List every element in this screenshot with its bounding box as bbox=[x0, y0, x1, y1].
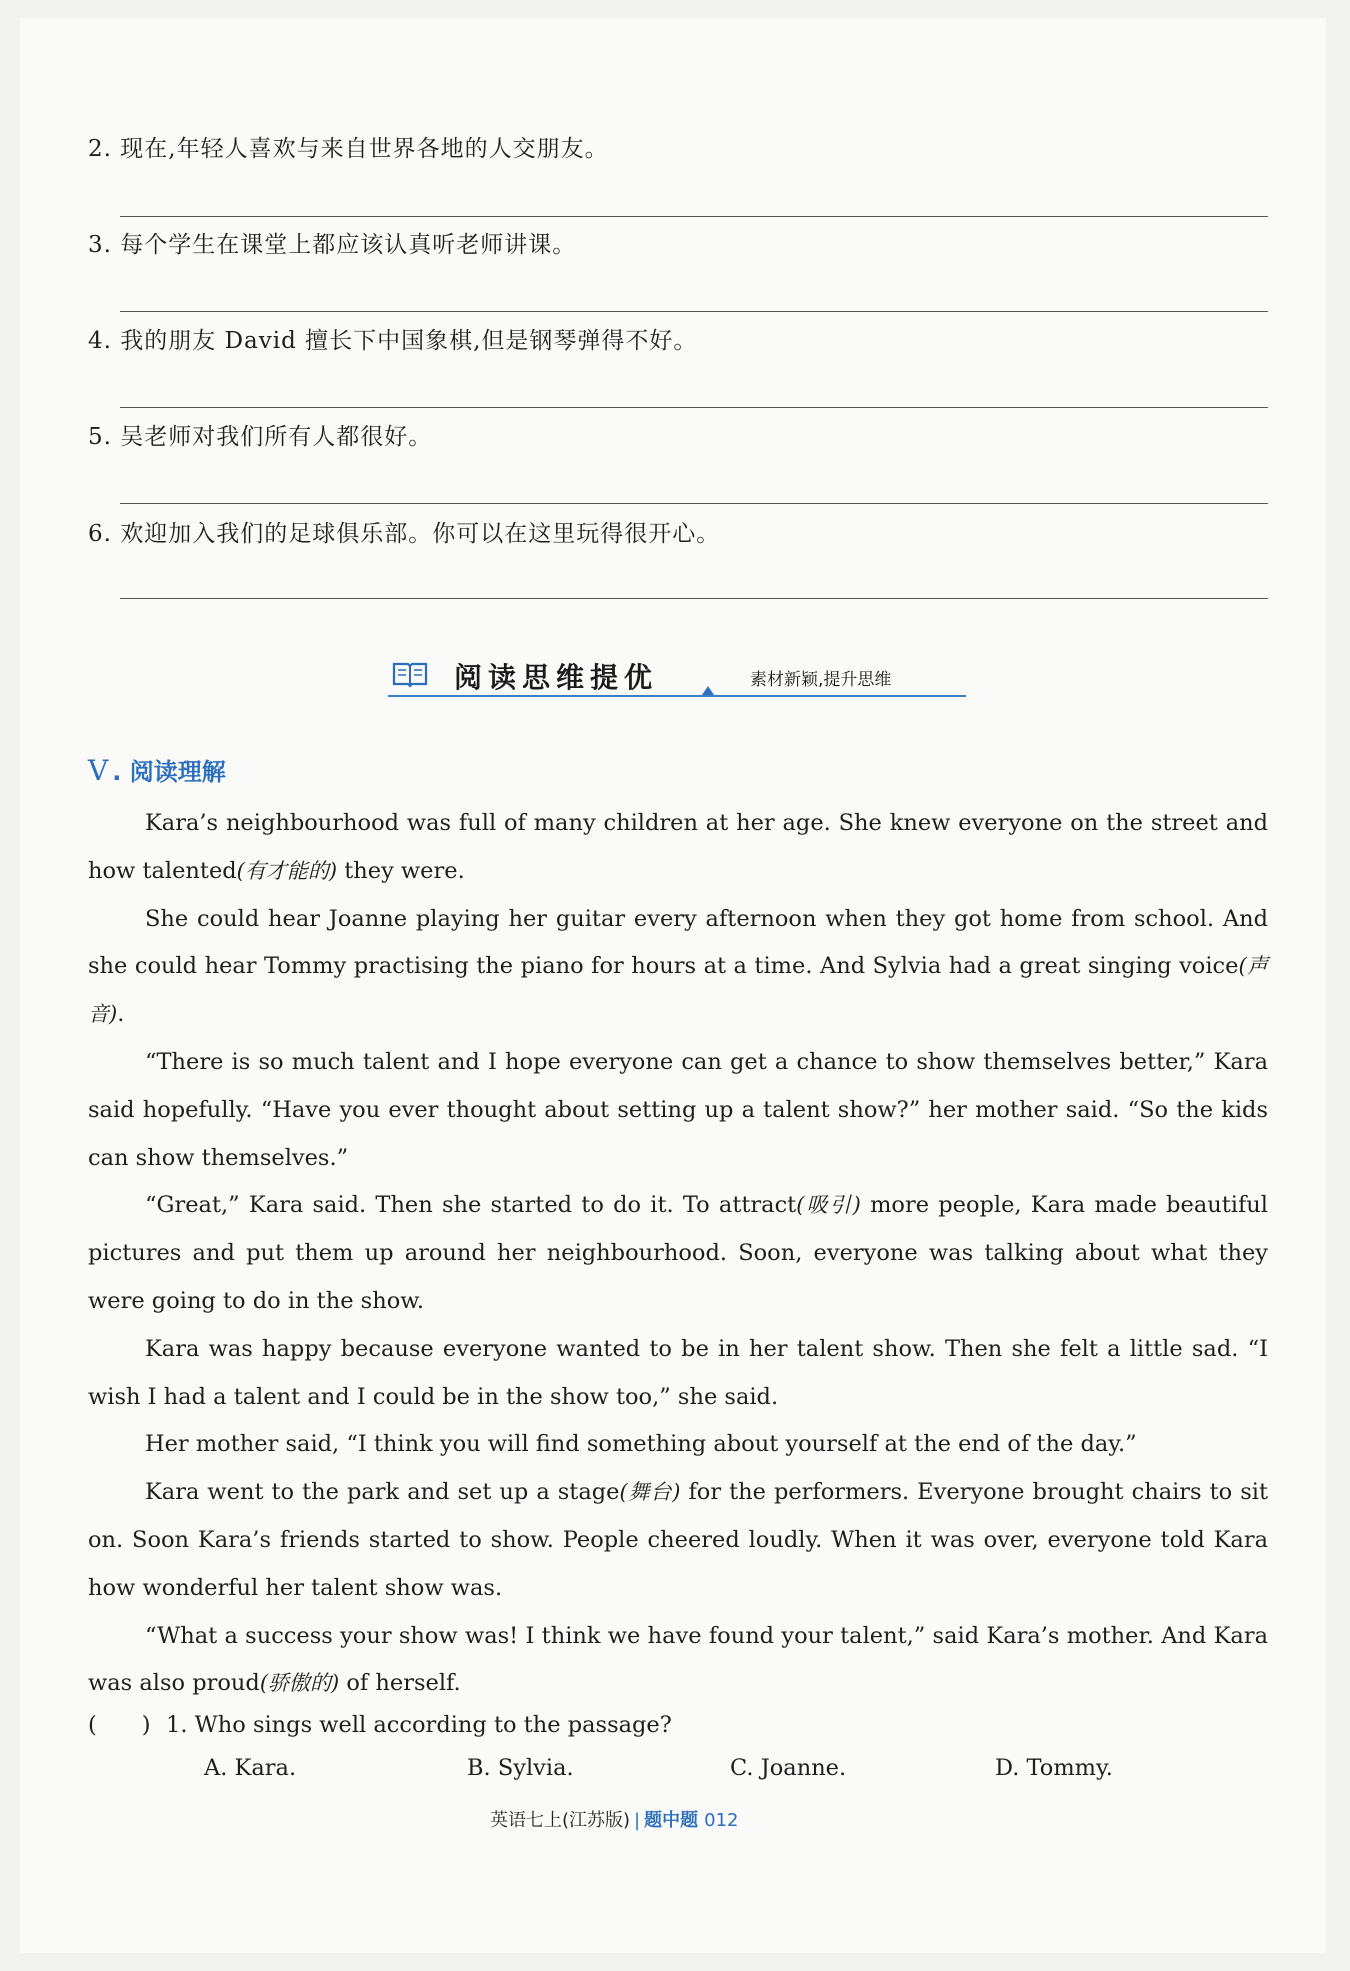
translation-item bbox=[88, 322, 697, 355]
passage-paragraph: “There is so much talent and I hope everyone can get a chance to show themselves better,” Kara said hopefully. “Have you ever thought about setting up a talent show?” her mother said. “So the kids can show themselves.” bbox=[88, 1048, 1268, 1171]
translation-item bbox=[88, 226, 576, 259]
answer-line[interactable] bbox=[120, 407, 1268, 408]
open-book-icon bbox=[392, 660, 428, 688]
section-roman-numeral: V bbox=[88, 754, 109, 787]
item-text: 每个学生在课堂上都应该认真听老师讲课。 bbox=[120, 232, 577, 258]
item-number: 6. bbox=[88, 521, 112, 547]
item-text: 欢迎加入我们的足球俱乐部。你可以在这里玩得很开心。 bbox=[120, 521, 721, 547]
item-number: 3. bbox=[88, 232, 112, 258]
series-brand: 题中题 bbox=[644, 1810, 699, 1831]
item-number: 2. bbox=[88, 136, 112, 162]
banner-underline bbox=[388, 695, 966, 697]
item-text: 我的朋友 David 擅长下中国象棋,但是钢琴弹得不好。 bbox=[120, 328, 698, 354]
answer-line[interactable] bbox=[120, 311, 1268, 312]
gloss: (舞台) bbox=[619, 1480, 681, 1505]
banner-title: 阅读思维提优 bbox=[454, 661, 659, 694]
passage-paragraph: “What a success your show was! I think we have found your talent,” said Kara’s mother. And Kara was also proud(骄傲的) of herself. bbox=[88, 1622, 1268, 1697]
section-title: 阅读理解 bbox=[129, 758, 226, 786]
banner-marker bbox=[702, 686, 714, 695]
item-text: 吴老师对我们所有人都很好。 bbox=[120, 424, 433, 450]
passage-paragraph: Kara’s neighbourhood was full of many children at her age. She knew everyone on the street and how talented(有才能的) they were. bbox=[88, 810, 1268, 884]
page-number: 012 bbox=[704, 1810, 739, 1831]
gloss: (吸引) bbox=[796, 1193, 861, 1218]
passage-paragraph: She could hear Joanne playing her guitar every afternoon when they got home from school. And she could hear Tommy practising the piano for hours at a time. And Sylvia had a great singing voice(声音). bbox=[88, 905, 1268, 1028]
section-dot: . bbox=[112, 758, 130, 786]
answer-line[interactable] bbox=[120, 503, 1268, 504]
translation-item bbox=[88, 130, 609, 163]
item-text: 现在,年轻人喜欢与来自世界各地的人交朋友。 bbox=[120, 136, 609, 162]
footer-separator: | bbox=[634, 1810, 641, 1831]
gloss: (声音) bbox=[88, 954, 1268, 1027]
answer-line[interactable] bbox=[120, 216, 1268, 217]
translation-item bbox=[88, 418, 432, 451]
option-b[interactable]: B. Sylvia. bbox=[467, 1755, 574, 1781]
question-text: Who sings well according to the passage? bbox=[194, 1712, 672, 1738]
item-number: 5. bbox=[88, 424, 112, 450]
answer-line[interactable] bbox=[120, 598, 1268, 599]
item-number: 4. bbox=[88, 328, 112, 354]
section-heading bbox=[88, 752, 226, 787]
question-1 bbox=[88, 1707, 672, 1739]
passage-paragraph: Her mother said, “I think you will find something about yourself at the end of the day.” bbox=[145, 1431, 1137, 1458]
gloss: (有才能的) bbox=[236, 858, 338, 883]
gloss: (骄傲的) bbox=[259, 1671, 340, 1696]
book-title: 英语七上(江苏版) bbox=[490, 1810, 631, 1831]
option-a[interactable]: A. Kara. bbox=[204, 1755, 297, 1781]
translation-item bbox=[88, 515, 720, 548]
section-banner bbox=[388, 652, 968, 700]
page-footer bbox=[490, 1806, 738, 1832]
option-c[interactable]: C. Joanne. bbox=[730, 1755, 847, 1781]
reading-passage bbox=[88, 800, 1268, 1708]
banner-subtitle: 素材新颖,提升思维 bbox=[750, 670, 892, 690]
question-number: 1. bbox=[166, 1712, 188, 1738]
passage-paragraph: Kara was happy because everyone wanted to be in her talent show. Then she felt a little sad. “I wish I had a talent and I could be in the show too,” she said. bbox=[88, 1335, 1268, 1410]
answer-bracket[interactable]: ( ) bbox=[88, 1712, 151, 1738]
passage-paragraph: “Great,” Kara said. Then she started to do it. To attract(吸引) more people, Kara made beautiful pictures and put them up around her neighbourhood. Soon, everyone was talking about what they were going to do in the show. bbox=[88, 1192, 1268, 1314]
passage-paragraph: Kara went to the park and set up a stage(舞台) for the performers. Everyone brought chairs to sit on. Soon Kara’s friends started to show. People cheered loudly. When it was over, everyone told Kara how wonderful her talent show was. bbox=[88, 1479, 1268, 1601]
option-d[interactable]: D. Tommy. bbox=[995, 1755, 1113, 1781]
